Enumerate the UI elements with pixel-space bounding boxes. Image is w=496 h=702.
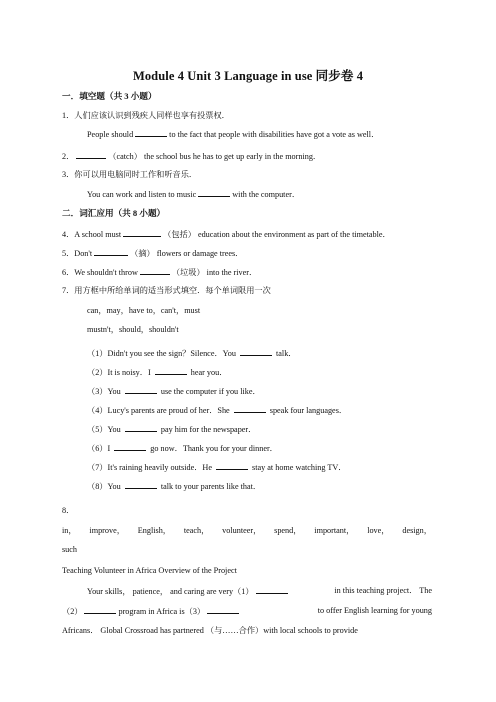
question-6-text-after: （垃圾） into the river． bbox=[171, 268, 258, 277]
item-text-before: （8）You bbox=[87, 482, 121, 491]
question-7-item-8 bbox=[87, 480, 261, 492]
item-blank[interactable] bbox=[216, 461, 248, 470]
item-text-after: hear you． bbox=[190, 368, 228, 377]
passage-segment bbox=[62, 605, 241, 617]
question-7-item-5 bbox=[87, 423, 256, 435]
question-2-text: （catch） the school bus he has to get up early in the morning． bbox=[108, 152, 322, 161]
question-7-item-2 bbox=[87, 366, 227, 378]
item-text-before: （3）You bbox=[87, 387, 121, 396]
question-4 bbox=[62, 228, 391, 240]
word-item-last: such bbox=[62, 545, 78, 554]
word-box-line-2: mustn't，should，shouldn't bbox=[87, 325, 179, 334]
word-item: in， bbox=[62, 526, 77, 535]
item-blank[interactable] bbox=[155, 366, 187, 375]
passage-text bbox=[87, 585, 290, 597]
item-text-after: talk． bbox=[276, 349, 297, 358]
item-text-before: （5）You bbox=[87, 425, 121, 434]
passage-text-before: Your skills， patience， and caring are very（1） bbox=[87, 587, 254, 596]
passage-line-2 bbox=[62, 605, 432, 617]
question-6-text-before: 6．We shouldn't throw bbox=[62, 268, 138, 277]
word-item: teach， bbox=[183, 526, 210, 535]
question-8-word-list bbox=[62, 525, 432, 536]
question-4-blank[interactable] bbox=[123, 228, 161, 237]
word-item: spend， bbox=[274, 526, 302, 535]
question-7-prompt: 7．用方框中所给单词的适当形式填空．每个单词限用一次 bbox=[62, 286, 271, 295]
question-8-number: 8． bbox=[62, 506, 75, 515]
word-box-line-1: can，may，have to，can't，must bbox=[87, 306, 201, 315]
question-2 bbox=[62, 150, 321, 162]
passage-text-mid: program in Africa is（3） bbox=[118, 607, 206, 616]
question-1-prompt: 1．人们应该认识到残疾人同样也享有投票权． bbox=[62, 111, 230, 120]
item-text-after: use the computer if you like． bbox=[160, 387, 261, 396]
question-2-blank[interactable] bbox=[76, 150, 106, 159]
question-1-blank[interactable] bbox=[135, 128, 167, 137]
item-blank[interactable] bbox=[114, 442, 146, 451]
item-blank[interactable] bbox=[234, 404, 266, 413]
question-3-text-before: You can work and listen to music bbox=[87, 190, 197, 199]
item-blank[interactable] bbox=[240, 347, 272, 356]
question-5 bbox=[62, 247, 243, 259]
question-6-blank[interactable] bbox=[140, 266, 170, 275]
question-3-prompt: 3．你可以用电脑同时工作和听音乐． bbox=[62, 170, 198, 179]
question-1-text-after: to the fact that people with disabilities have got a vote as well． bbox=[169, 130, 380, 139]
word-item: love， bbox=[367, 526, 390, 535]
passage-title: Teaching Volunteer in Africa Overview of the Project bbox=[62, 566, 237, 575]
item-blank[interactable] bbox=[125, 385, 157, 394]
section-heading-fill-in: 一．填空题（共 3 小题） bbox=[62, 91, 157, 101]
passage-blank-2[interactable] bbox=[84, 605, 116, 614]
passage-number-2: （2） bbox=[62, 607, 83, 616]
question-5-blank[interactable] bbox=[94, 247, 128, 256]
word-item: English， bbox=[137, 526, 171, 535]
word-item: improve， bbox=[89, 526, 125, 535]
item-text-after: go now．Thank you for your dinner． bbox=[150, 444, 278, 453]
question-4-text-before: 4．A school must bbox=[62, 230, 122, 239]
question-6 bbox=[62, 266, 257, 278]
item-text-before: （6）I bbox=[87, 444, 111, 453]
question-7-item-6 bbox=[87, 442, 278, 454]
question-4-text-after: （包括） education about the environment as part of the timetable． bbox=[163, 230, 391, 239]
item-text-before: （1）Didn't you see the sign？Silence．You bbox=[87, 349, 236, 358]
word-item: design， bbox=[402, 526, 432, 535]
question-5-text-after: （摘） flowers or damage trees． bbox=[130, 249, 244, 258]
page-title: Module 4 Unit 3 Language in use 同步卷 4 bbox=[132, 69, 364, 83]
item-text-before: （2）It is noisy．I bbox=[87, 368, 151, 377]
question-3-sentence bbox=[87, 188, 300, 200]
passage-text-after: in this teaching project． The bbox=[334, 586, 432, 595]
passage-blank-3[interactable] bbox=[207, 605, 239, 614]
item-text-after: speak four languages． bbox=[269, 406, 348, 415]
question-2-number: 2． bbox=[62, 152, 75, 161]
section-heading-vocabulary: 二．词汇应用（共 8 小题） bbox=[62, 208, 166, 218]
item-text-after: stay at home watching TV． bbox=[252, 463, 347, 472]
passage-line-1 bbox=[87, 585, 432, 597]
word-item: important， bbox=[314, 526, 355, 535]
item-text-before: （7）It's raining heavily outside．He bbox=[87, 463, 212, 472]
question-5-text-before: 5．Don't bbox=[62, 249, 93, 258]
question-7-item-7 bbox=[87, 461, 347, 473]
question-1-text-before: People should bbox=[87, 130, 134, 139]
item-text-before: （4）Lucy's parents are proud of her．She bbox=[87, 406, 230, 415]
passage-text-end: to offer English learning for young bbox=[317, 606, 432, 615]
question-3-text-after: with the computer． bbox=[232, 190, 301, 199]
passage-blank-1[interactable] bbox=[256, 585, 288, 594]
passage-line-3: Africans． Global Crossroad has partnered （与……合作）with local schools to provide bbox=[62, 626, 358, 635]
question-3-blank[interactable] bbox=[198, 188, 230, 197]
item-text-after: pay him for the newspaper． bbox=[160, 425, 257, 434]
word-item: volunteer， bbox=[222, 526, 262, 535]
item-text-after: talk to your parents like that． bbox=[160, 482, 262, 491]
question-7-item-3 bbox=[87, 385, 261, 397]
question-7-item-4 bbox=[87, 404, 347, 416]
question-7-item-1 bbox=[87, 347, 296, 359]
question-1-sentence bbox=[87, 128, 379, 140]
item-blank[interactable] bbox=[125, 423, 157, 432]
item-blank[interactable] bbox=[125, 480, 157, 489]
